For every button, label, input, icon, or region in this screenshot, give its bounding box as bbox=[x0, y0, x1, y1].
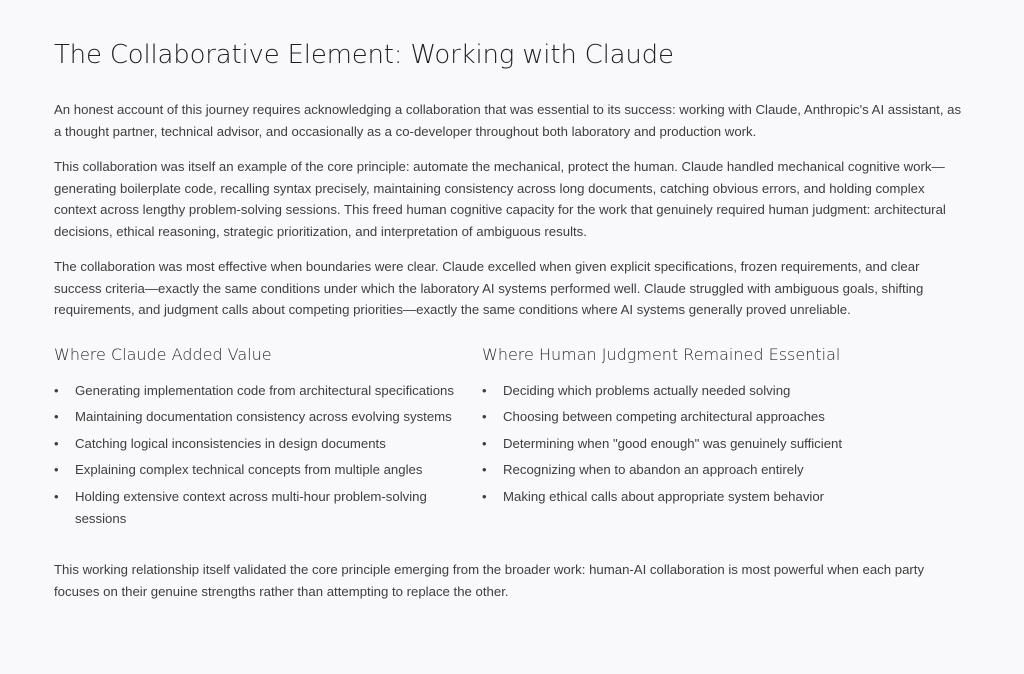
intro-paragraph: An honest account of this journey requires acknowledging a collaboration that was essential to its success: working with Claude, Anthropic's AI assistant, as a thought partner, technical advisor, and occasionally as a co-developer throughout both laboratory and production work. bbox=[54, 102, 962, 139]
list-item-text: Generating implementation code from architectural specifications bbox=[75, 382, 454, 398]
list-item bbox=[54, 406, 459, 428]
list-item bbox=[54, 380, 459, 402]
comparison-columns bbox=[54, 344, 970, 535]
bullet-icon: • bbox=[482, 488, 487, 504]
list-item bbox=[482, 486, 887, 508]
human-judgment-heading: Where Human Judgment Remained Essential bbox=[482, 344, 841, 364]
list-item bbox=[482, 406, 887, 428]
list-item bbox=[54, 486, 459, 530]
list-item-text: Deciding which problems actually needed solving bbox=[503, 382, 791, 398]
bullet-icon: • bbox=[482, 409, 487, 424]
bullet-icon: • bbox=[54, 409, 59, 424]
list-item-text: Holding extensive context across multi-hour problem-solving sessions bbox=[75, 488, 427, 526]
principle-paragraph: This collaboration was itself an example of the core principle: automate the mechanical, protect the human. Claude handled mechanical cognitive work—generating boilerplate code, recalling syntax precisely, maintaining consistency across long documents, catching obvious errors, and holding complex context across lengthy problem-solving sessions. This freed human cognitive capacity for the work that genuinely required human judgment: architectural decisions, ethical reasoning, strategic prioritization, and interpretation of ambiguous results. bbox=[54, 159, 946, 239]
bullet-icon: • bbox=[482, 462, 487, 477]
bullet-icon: • bbox=[54, 435, 59, 451]
bullet-icon: • bbox=[482, 435, 487, 451]
boundaries-paragraph: The collaboration was most effective when boundaries were clear. Claude excelled when given explicit specifications, frozen requirements, and clear success criteria—exactly the same conditions under which the laboratory AI systems performed well. Claude struggled with ambiguous goals, shifting requirements, and judgment calls about competing priorities—exactly the same conditions where AI systems generally proved unreliable. bbox=[54, 259, 924, 317]
human-judgment-column bbox=[482, 344, 922, 535]
list-item-text: Making ethical calls about appropriate system behavior bbox=[503, 488, 825, 504]
list-item-text: Choosing between competing architectural approaches bbox=[503, 409, 825, 424]
bullet-icon: • bbox=[54, 382, 59, 398]
claude-value-heading: Where Claude Added Value bbox=[54, 344, 272, 364]
bullet-icon: • bbox=[54, 488, 59, 504]
claude-value-column bbox=[54, 344, 482, 535]
claude-value-list bbox=[54, 380, 482, 530]
list-item-text: Recognizing when to abandon an approach entirely bbox=[503, 462, 804, 477]
list-item-text: Catching logical inconsistencies in design documents bbox=[75, 435, 386, 451]
bullet-icon: • bbox=[482, 382, 487, 398]
bullet-icon: • bbox=[54, 462, 59, 477]
list-item bbox=[54, 459, 459, 481]
human-judgment-list bbox=[482, 380, 922, 508]
list-item bbox=[482, 459, 887, 481]
list-item bbox=[54, 433, 459, 455]
closing-paragraph: This working relationship itself validated the core principle emerging from the broader work: human-AI collaboration is most powerful when each party focuses on their genuine strengths rather than attempting to replace the other. bbox=[54, 562, 925, 599]
page-title: The Collaborative Element: Working with Claude bbox=[54, 40, 674, 70]
list-item-text: Explaining complex technical concepts from multiple angles bbox=[75, 462, 423, 477]
list-item-text: Maintaining documentation consistency across evolving systems bbox=[75, 409, 452, 424]
list-item-text: Determining when "good enough" was genuinely sufficient bbox=[503, 435, 843, 451]
list-item bbox=[482, 380, 887, 402]
list-item bbox=[482, 433, 887, 455]
